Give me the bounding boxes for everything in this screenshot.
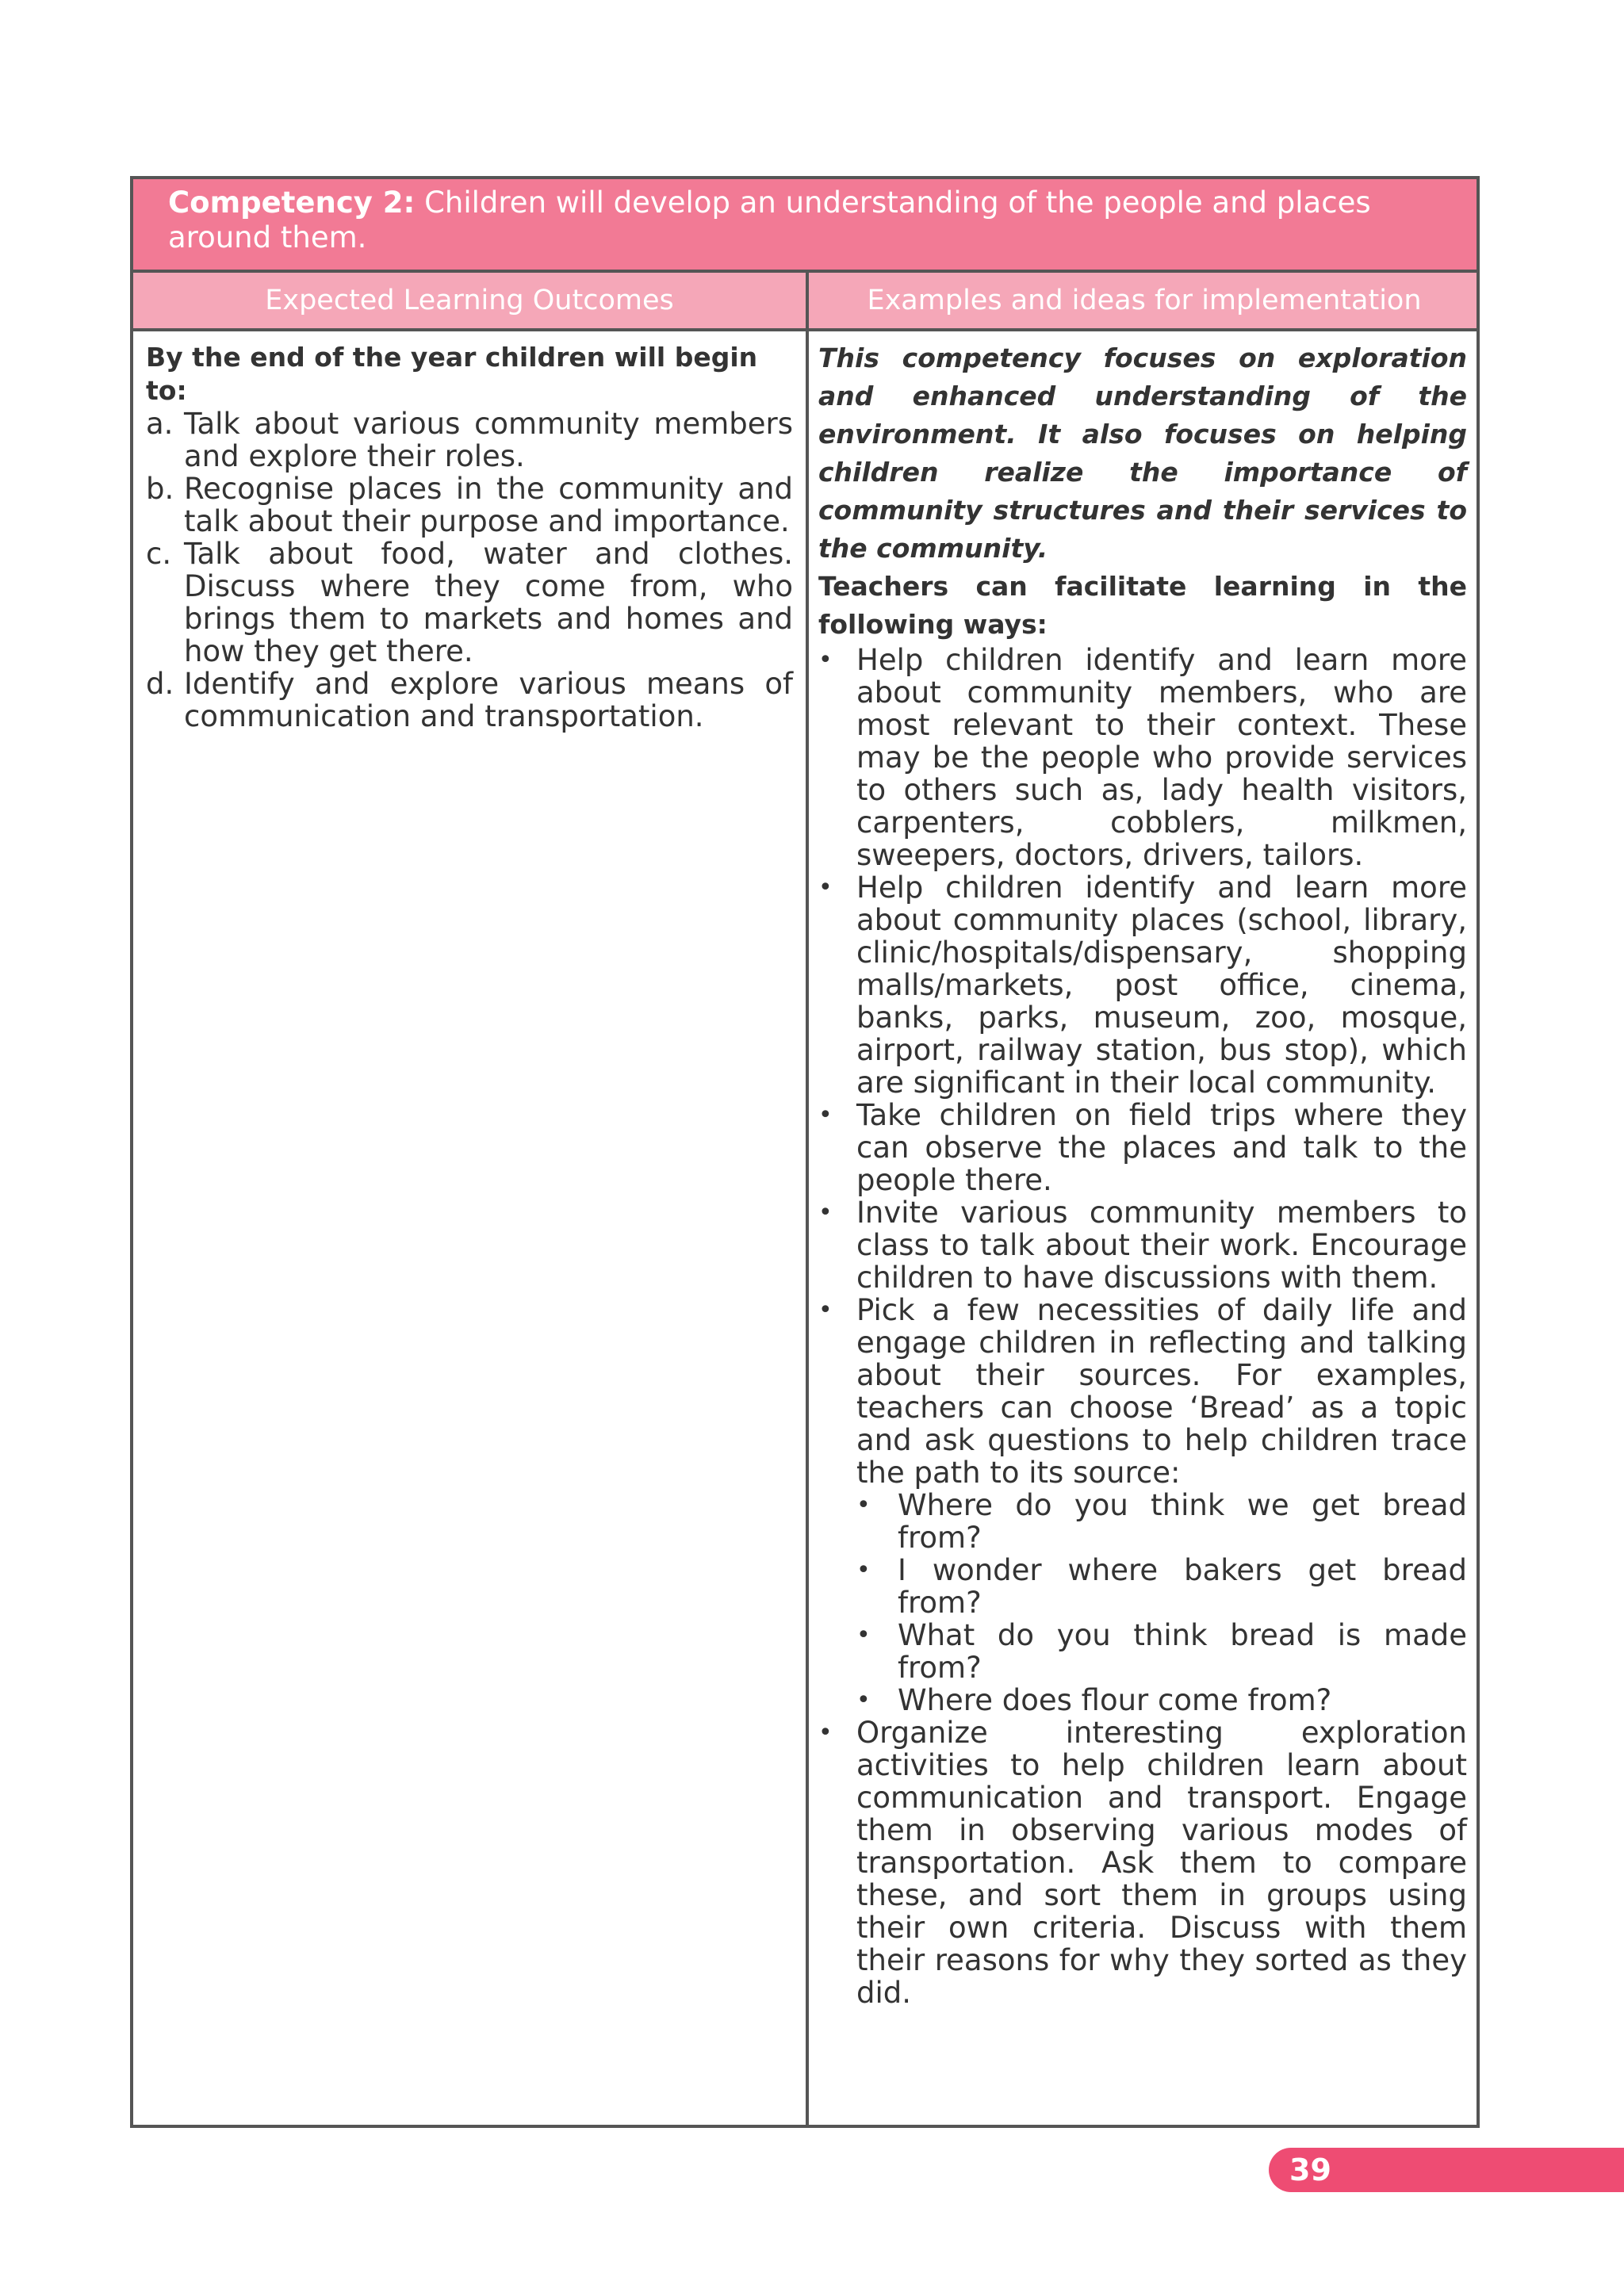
outcome-item xyxy=(146,538,793,668)
implementation-text: Help children identify and learn more about community members, who are most relevant to their context. These may be the people who provide services to others such as, lady health visitors, carpenters, cobblers, milkmen, sweepers, doctors, drivers, tailors. xyxy=(856,643,1467,872)
implementation-item xyxy=(818,871,1467,1099)
implementation-item xyxy=(818,1099,1467,1196)
outcome-text: Recognise places in the community and talk about their purpose and importance. xyxy=(184,472,793,538)
outcome-text: Identify and explore various means of communication and transportation. xyxy=(184,667,793,733)
implementation-text: Take children on field trips where they can observe the places and talk to the people there. xyxy=(856,1098,1467,1197)
question-text: What do you think bread is made from? xyxy=(898,1618,1467,1685)
implementation-list xyxy=(818,644,1467,2009)
outcome-marker: c. xyxy=(146,537,172,571)
implementation-item xyxy=(818,1196,1467,1294)
bullet-icon: • xyxy=(856,1491,871,1519)
implementation-ways-heading: Teachers can facilitate learning in the following ways: xyxy=(818,571,1467,640)
bullet-icon: • xyxy=(856,1621,871,1649)
outcome-text: Talk about various community members and explore their roles. xyxy=(184,407,793,473)
outcome-item xyxy=(146,408,793,473)
implementation-text: Pick a few necessities of daily life and engage children in reflecting and talking about their sources. For examples, teachers can choose ‘Bread’ as a topic and ask questions to help children trace the path to its source: xyxy=(856,1293,1467,1490)
question-text: I wonder where bakers get bread from? xyxy=(898,1553,1467,1620)
outcomes-list xyxy=(146,408,793,733)
competency-table xyxy=(130,176,1480,2128)
competency-banner xyxy=(133,179,1477,273)
question-item xyxy=(856,1554,1467,1619)
implementation-item xyxy=(818,644,1467,871)
outcomes-column xyxy=(146,331,793,733)
header-expected-outcomes: Expected Learning Outcomes xyxy=(265,285,674,316)
question-item xyxy=(856,1684,1467,1716)
question-item xyxy=(856,1489,1467,1554)
header-implementation: Examples and ideas for implementation xyxy=(867,285,1422,316)
implementation-text: Invite various community members to class to talk about their work. Encourage children to have discussions with them. xyxy=(856,1196,1467,1295)
table-header-row xyxy=(133,273,1477,331)
bullet-icon: • xyxy=(856,1686,871,1714)
bullet-icon: • xyxy=(818,646,833,674)
implementation-text: Organize interesting exploration activities to help children learn about communication and transport. Engage them in observing various modes of transportation. Ask them to compare these, and sort them in groups using their own criteria. Discuss with them their reasons for why they sorted as they did. xyxy=(856,1716,1467,2010)
bullet-icon: • xyxy=(818,874,833,901)
implementation-intro: This competency focuses on exploration and enhanced understanding of the environment. It also focuses on helping children realize the importance of community structures and their services to the community. xyxy=(818,342,1467,564)
question-item xyxy=(856,1619,1467,1684)
column-divider xyxy=(806,273,809,2125)
outcome-text: Talk about food, water and clothes. Discuss where they come from, who brings them to markets and homes and how they get there. xyxy=(184,537,793,668)
competency-text: Children will develop an understanding of the people and places around them. xyxy=(168,186,1371,254)
outcomes-lead: By the end of the year children will begin to: xyxy=(146,342,758,406)
question-text: Where do you think we get bread from? xyxy=(898,1488,1467,1555)
competency-label: Competency 2: xyxy=(168,186,416,220)
outcome-marker: d. xyxy=(146,667,174,701)
page-number: 39 xyxy=(1289,2152,1331,2187)
outcome-item xyxy=(146,668,793,733)
bullet-icon: • xyxy=(856,1556,871,1584)
outcome-item xyxy=(146,473,793,538)
implementation-column xyxy=(818,331,1467,2009)
bullet-icon: • xyxy=(818,1101,833,1129)
bullet-icon: • xyxy=(818,1199,833,1226)
bread-questions-list xyxy=(856,1489,1467,1716)
question-text: Where does flour come from? xyxy=(898,1683,1332,1717)
bullet-icon: • xyxy=(818,1296,833,1324)
bullet-icon: • xyxy=(818,1719,833,1747)
implementation-item xyxy=(818,1716,1467,2009)
outcome-marker: a. xyxy=(146,407,174,441)
outcome-marker: b. xyxy=(146,472,174,506)
implementation-text: Help children identify and learn more about community places (school, library, clinic/hospitals/dispensary, shopping malls/markets, post office, cinema, banks, parks, museum, zoo, mosque, airport, railway station, bus stop), which are significant in their local community. xyxy=(856,871,1467,1100)
implementation-item xyxy=(818,1294,1467,1716)
